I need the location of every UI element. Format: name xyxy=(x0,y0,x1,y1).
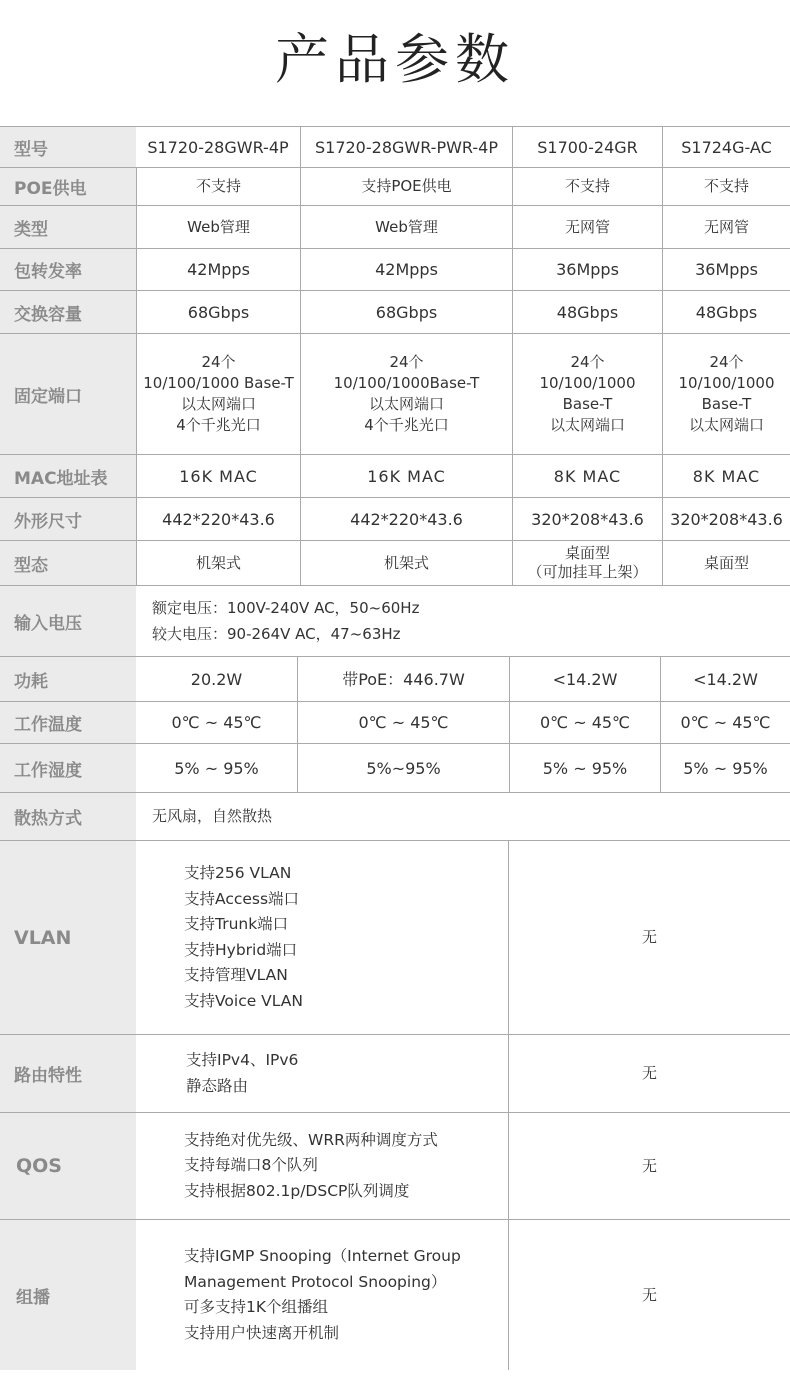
table-cell: 5% ~ 95% xyxy=(509,744,660,792)
row-label: 功耗 xyxy=(0,657,136,701)
table-cell: 无 xyxy=(508,1035,790,1112)
table-cell: 不支持 xyxy=(512,168,662,205)
table-cell: S1700-24GR xyxy=(512,127,662,167)
table-cell: 24个 10/100/1000 Base-T 以太网端口 xyxy=(512,334,662,454)
table-row xyxy=(0,744,790,793)
table-cell xyxy=(136,1220,508,1370)
list-item: 支持Hybrid端口 xyxy=(184,940,298,959)
page-title: 产品参数 xyxy=(275,28,515,91)
table-cell: 24个 10/100/1000 Base-T 以太网端口 4个千兆光口 xyxy=(136,334,300,454)
table-row xyxy=(0,702,790,744)
table-cell: 5% ~ 95% xyxy=(660,744,790,792)
table-cell: 5% ~ 95% xyxy=(174,758,259,778)
row-label: 包转发率 xyxy=(0,249,136,290)
table-cell: 16K MAC xyxy=(300,455,512,497)
table-cell: 不支持 xyxy=(136,168,300,205)
table-cell: 额定电压：100V-240V AC，50~60Hz 较大电压：90-264V AC，47~63Hz xyxy=(152,599,420,643)
row-label: 工作温度 xyxy=(0,702,136,743)
table-row xyxy=(0,168,790,206)
list-item: 静态路由 xyxy=(186,1076,249,1095)
table-cell: 无网管 xyxy=(512,206,662,248)
table-cell: 无网管 xyxy=(662,206,790,248)
table-cell: 16K MAC xyxy=(136,455,300,497)
list-item: 支持256 VLAN xyxy=(184,864,292,882)
list-item: 支持绝对优先级、WRR两种调度方式 xyxy=(184,1130,438,1149)
table-row xyxy=(0,206,790,249)
table-row xyxy=(0,498,790,541)
table-cell: 桌面型 xyxy=(662,541,790,585)
table-cell: 442*220*43.6 xyxy=(300,498,512,540)
table-cell: 36Mpps xyxy=(662,249,790,290)
table-cell: 48Gbps xyxy=(662,291,790,333)
table-cell: 68Gbps xyxy=(136,291,300,333)
table-cell: Web管理 xyxy=(300,206,512,248)
list-item: 支持IPv4、IPv6 xyxy=(186,1051,299,1069)
table-cell: 无 xyxy=(508,841,790,1034)
table-row xyxy=(0,793,790,841)
table-cell: 36Mpps xyxy=(512,249,662,290)
row-label: 外形尺寸 xyxy=(0,498,136,540)
table-cell xyxy=(136,1113,508,1219)
table-cell: 42Mpps xyxy=(136,249,300,290)
row-label: 固定端口 xyxy=(0,334,136,454)
row-label: 交换容量 xyxy=(0,291,136,333)
table-row xyxy=(0,455,790,498)
list-item: 支持管理VLAN xyxy=(184,966,288,984)
table-cell: 48Gbps xyxy=(512,291,662,333)
table-cell xyxy=(136,1035,508,1112)
row-label: VLAN xyxy=(0,841,136,1034)
table-row xyxy=(0,541,790,586)
list-item: 支持Trunk端口 xyxy=(184,915,289,933)
table-row xyxy=(0,1220,790,1370)
table-cell: 机架式 xyxy=(136,541,300,585)
table-cell: 桌面型 （可加挂耳上架） xyxy=(512,541,662,585)
table-cell: 68Gbps xyxy=(300,291,512,333)
list-item: 支持用户快速离开机制 xyxy=(184,1323,340,1342)
table-cell: 0℃ ~ 45℃ xyxy=(509,702,660,743)
table-row xyxy=(0,841,790,1035)
table-row xyxy=(0,334,790,455)
list-item: 可多支持1K个组播组 xyxy=(184,1298,329,1316)
table-row xyxy=(0,126,790,168)
table-cell: 24个 10/100/1000Base-T 以太网端口 4个千兆光口 xyxy=(300,334,512,454)
table-cell: 机架式 xyxy=(300,541,512,585)
table-cell: 支持POE供电 xyxy=(300,168,512,205)
row-label: QOS xyxy=(0,1113,136,1219)
list-item: 支持IGMP Snooping（Internet Group xyxy=(184,1247,461,1265)
table-cell: 20.2W xyxy=(190,669,243,689)
table-cell: S1720-28GWR-4P xyxy=(147,137,289,157)
table-cell: 442*220*43.6 xyxy=(136,498,300,540)
row-label: 型号 xyxy=(0,127,136,167)
table-cell: 320*208*43.6 xyxy=(512,498,662,540)
row-label: 工作湿度 xyxy=(0,744,136,792)
list-item: 支持Access端口 xyxy=(184,889,300,908)
row-label: 输入电压 xyxy=(0,586,136,656)
row-label: 组播 xyxy=(0,1220,136,1370)
table-cell: Web管理 xyxy=(136,206,300,248)
table-row xyxy=(0,249,790,291)
table-cell: S1720-28GWR-PWR-4P xyxy=(300,127,512,167)
table-cell: 5%~95% xyxy=(297,744,509,792)
table-cell: 无风扇，自然散热 xyxy=(152,807,273,825)
row-label: 散热方式 xyxy=(0,793,136,840)
table-cell: <14.2W xyxy=(509,657,660,701)
row-label: 型态 xyxy=(0,541,136,585)
table-cell: 不支持 xyxy=(662,168,790,205)
table-cell xyxy=(136,841,508,1034)
table-row xyxy=(0,657,790,702)
table-row xyxy=(0,1035,790,1113)
row-label: MAC地址表 xyxy=(0,455,136,497)
table-cell: 320*208*43.6 xyxy=(662,498,790,540)
table-cell: 24个 10/100/1000 Base-T 以太网端口 xyxy=(662,334,790,454)
list-item: Management Protocol Snooping） xyxy=(184,1272,447,1291)
list-item: 支持Voice VLAN xyxy=(184,991,303,1010)
table-cell: 带PoE：446.7W xyxy=(297,657,509,701)
list-item: 支持根据802.1p/DSCP队列调度 xyxy=(184,1181,410,1200)
table-cell: 8K MAC xyxy=(512,455,662,497)
table-cell: 0℃ ~ 45℃ xyxy=(171,713,262,732)
row-label: 路由特性 xyxy=(0,1035,136,1112)
list-item: 支持每端口8个队列 xyxy=(184,1156,318,1175)
table-row xyxy=(0,291,790,334)
table-row xyxy=(0,586,790,657)
row-label: 类型 xyxy=(0,206,136,248)
table-cell: S1724G-AC xyxy=(662,127,790,167)
table-cell: 42Mpps xyxy=(300,249,512,290)
table-cell: 0℃ ~ 45℃ xyxy=(660,702,790,743)
table-cell: <14.2W xyxy=(660,657,790,701)
table-cell: 无 xyxy=(508,1220,790,1370)
row-label: POE供电 xyxy=(0,168,136,205)
table-row xyxy=(0,1113,790,1220)
table-cell: 无 xyxy=(508,1113,790,1219)
table-cell: 0℃ ~ 45℃ xyxy=(297,702,509,743)
table-cell: 8K MAC xyxy=(662,455,790,497)
